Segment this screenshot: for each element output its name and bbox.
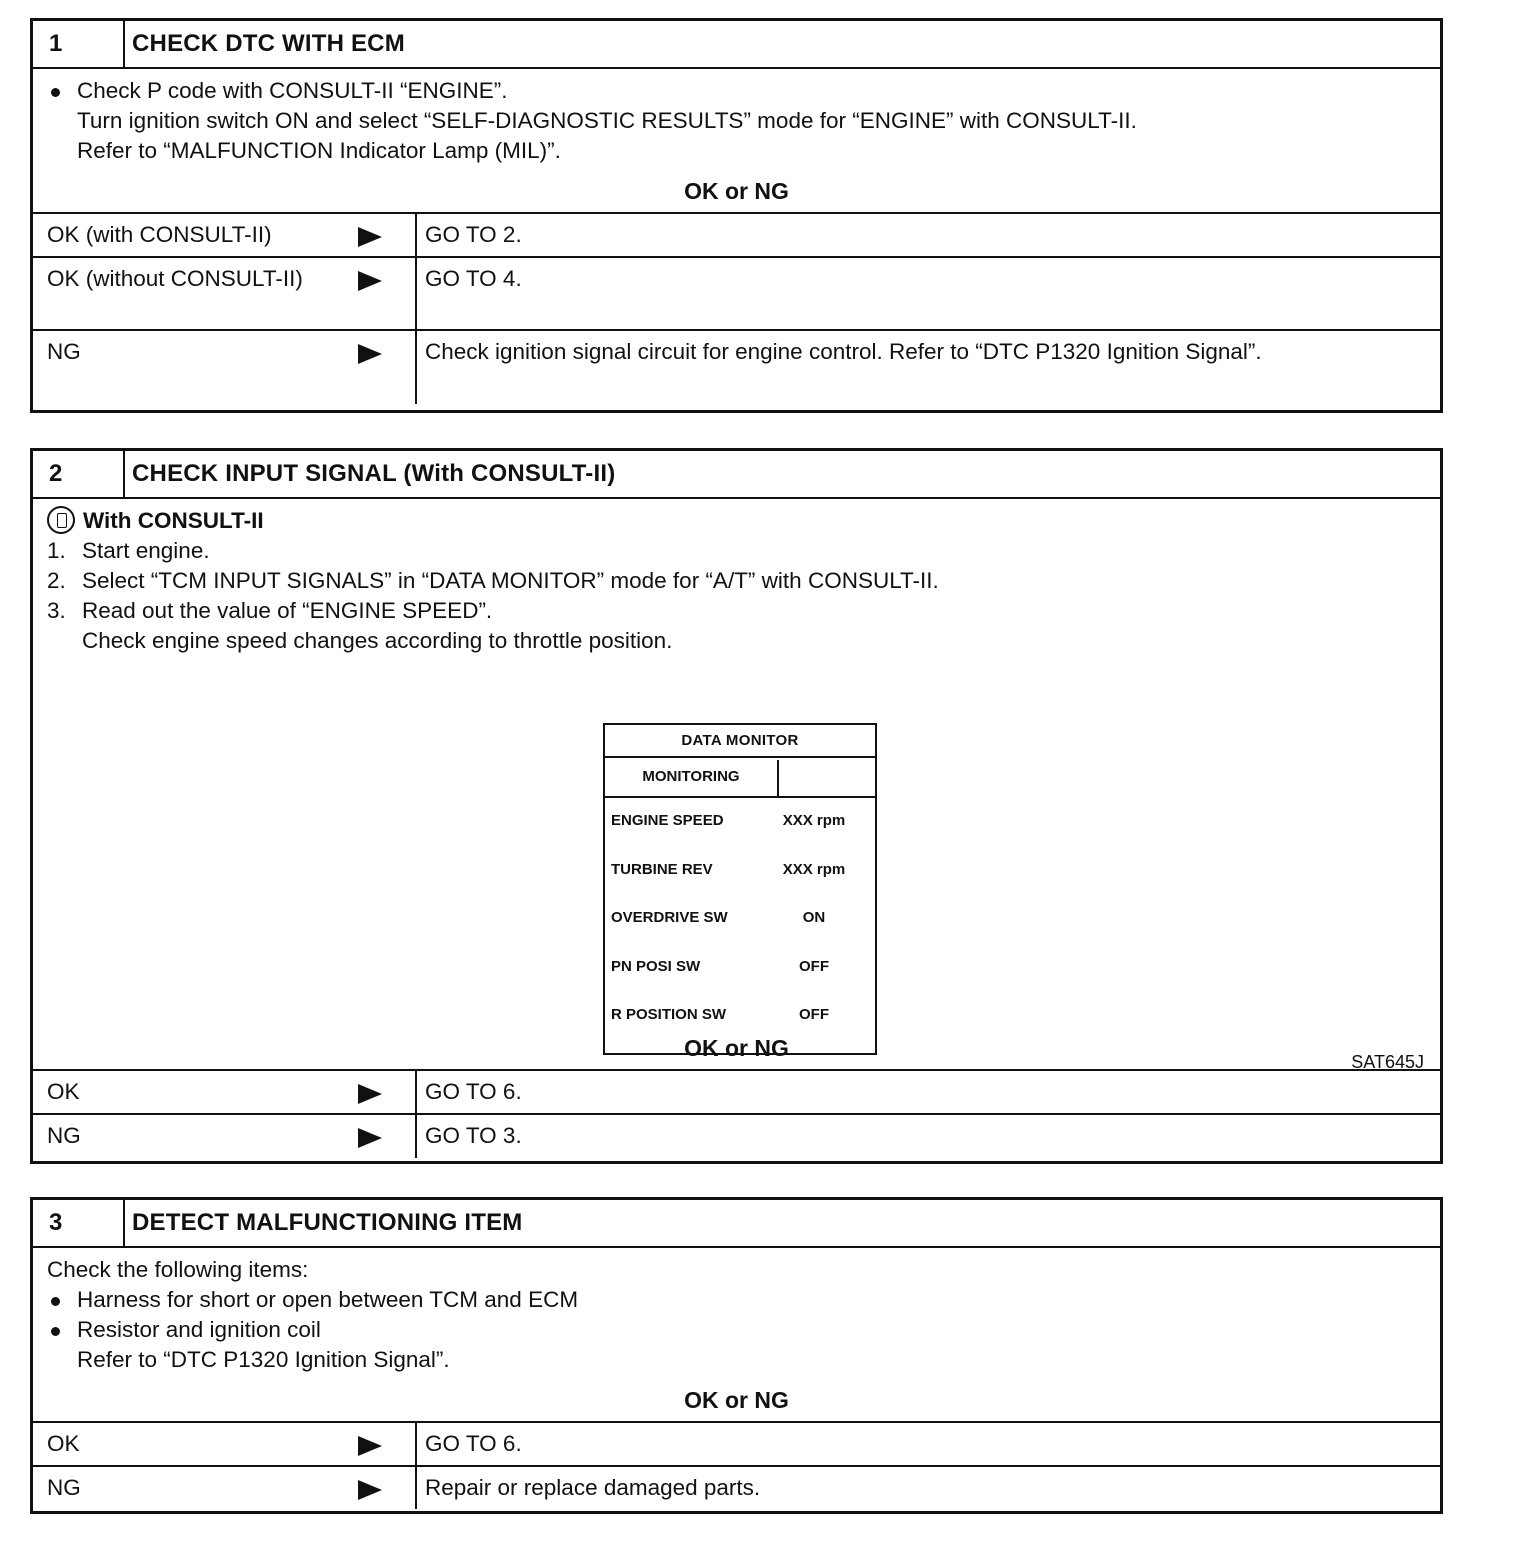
step-title: CHECK DTC WITH ECM: [132, 30, 405, 57]
step-number: 2: [33, 451, 125, 497]
step-number: 3: [33, 1200, 125, 1246]
step-continuation: Check engine speed changes according to throttle position.: [82, 628, 673, 653]
arrow-right-icon: [358, 1084, 382, 1104]
monitoring-status-bar: [605, 760, 875, 798]
figure-id: SAT645J: [1351, 1052, 1424, 1072]
instruction-line: Turn ignition switch ON and select “SELF-DIAGNOSTIC RESULTS” mode for “ENGINE” with CONSULT-II.: [77, 108, 1137, 133]
step-item: 3. Read out the value of “ENGINE SPEED”.: [47, 598, 493, 623]
step-1-block: [30, 18, 1443, 413]
result-action: GO TO 6.: [425, 1079, 522, 1104]
instruction-line: Refer to “MALFUNCTION Indicator Lamp (MIL)”.: [77, 138, 561, 163]
result-action: GO TO 2.: [425, 222, 522, 247]
result-row: [33, 1421, 1440, 1465]
instruction-bullet: Resistor and ignition coil: [47, 1315, 1426, 1345]
step-1-header: [33, 21, 1440, 69]
arrow-right-icon: [358, 271, 382, 291]
monitor-row: R POSITION SW OFF: [611, 1006, 829, 1023]
result-label: OK (with CONSULT-II): [33, 214, 417, 256]
result-label: NG: [33, 1467, 417, 1509]
arrow-right-icon: [358, 1480, 382, 1500]
step-3-instructions: [33, 1248, 1440, 1421]
result-action: Check ignition signal circuit for engine control. Refer to “DTC P1320 Ignition Signal”.: [425, 339, 1262, 364]
step-3-block: [30, 1197, 1443, 1514]
result-label: OK: [33, 1071, 417, 1113]
result-row: [33, 329, 1440, 404]
monitor-rows: [605, 798, 875, 1047]
result-action: GO TO 4.: [425, 266, 522, 291]
step-title: CHECK INPUT SIGNAL (With CONSULT-II): [132, 460, 616, 487]
result-action: GO TO 3.: [425, 1123, 522, 1148]
step-2-instructions: [33, 499, 1440, 1072]
step-3-header: [33, 1200, 1440, 1248]
result-row: [33, 1113, 1440, 1158]
monitor-row: TURBINE REV XXX rpm: [611, 860, 846, 878]
mode-label: With CONSULT-II: [47, 506, 1426, 536]
data-monitor-figure: [603, 723, 877, 1055]
instruction-intro: Check the following items:: [47, 1257, 309, 1282]
ok-or-ng-label: OK or NG: [684, 1387, 789, 1413]
ok-or-ng-label: OK or NG: [684, 1035, 789, 1061]
result-row: [33, 256, 1440, 329]
data-monitor-title: DATA MONITOR: [605, 725, 875, 758]
step-item: 1. Start engine.: [47, 538, 210, 563]
result-row: [33, 1465, 1440, 1509]
result-action: GO TO 6.: [425, 1431, 522, 1456]
result-label: NG: [33, 331, 417, 404]
step-1-instructions: [33, 69, 1440, 212]
monitor-row: OVERDRIVE SW ON: [611, 909, 826, 926]
step-item: 2. Select “TCM INPUT SIGNALS” in “DATA MONITOR” mode for “A/T” with CONSULT-II.: [47, 568, 939, 593]
step-2-header: [33, 451, 1440, 499]
instruction-bullet: Check P code with CONSULT-II “ENGINE”.: [47, 76, 1426, 106]
result-row: [33, 1069, 1440, 1113]
arrow-right-icon: [358, 1128, 382, 1148]
consult-device-icon: [47, 506, 75, 534]
monitor-row: ENGINE SPEED XXX rpm: [611, 812, 846, 829]
arrow-right-icon: [358, 344, 382, 364]
instruction-line: Refer to “DTC P1320 Ignition Signal”.: [77, 1347, 450, 1372]
result-row: [33, 212, 1440, 256]
instruction-bullet: Harness for short or open between TCM and ECM: [47, 1285, 1426, 1315]
arrow-right-icon: [358, 227, 382, 247]
result-label: NG: [33, 1115, 417, 1158]
step-title: DETECT MALFUNCTIONING ITEM: [132, 1209, 523, 1236]
arrow-right-icon: [358, 1436, 382, 1456]
result-label: OK (without CONSULT-II): [33, 258, 417, 329]
result-action: Repair or replace damaged parts.: [425, 1475, 761, 1500]
step-number: 1: [33, 21, 125, 67]
result-label: OK: [33, 1423, 417, 1465]
step-2-block: [30, 448, 1443, 1164]
monitor-row: PN POSI SW OFF: [611, 957, 829, 975]
ok-or-ng-label: OK or NG: [684, 178, 789, 204]
monitoring-label: MONITORING: [605, 760, 779, 796]
